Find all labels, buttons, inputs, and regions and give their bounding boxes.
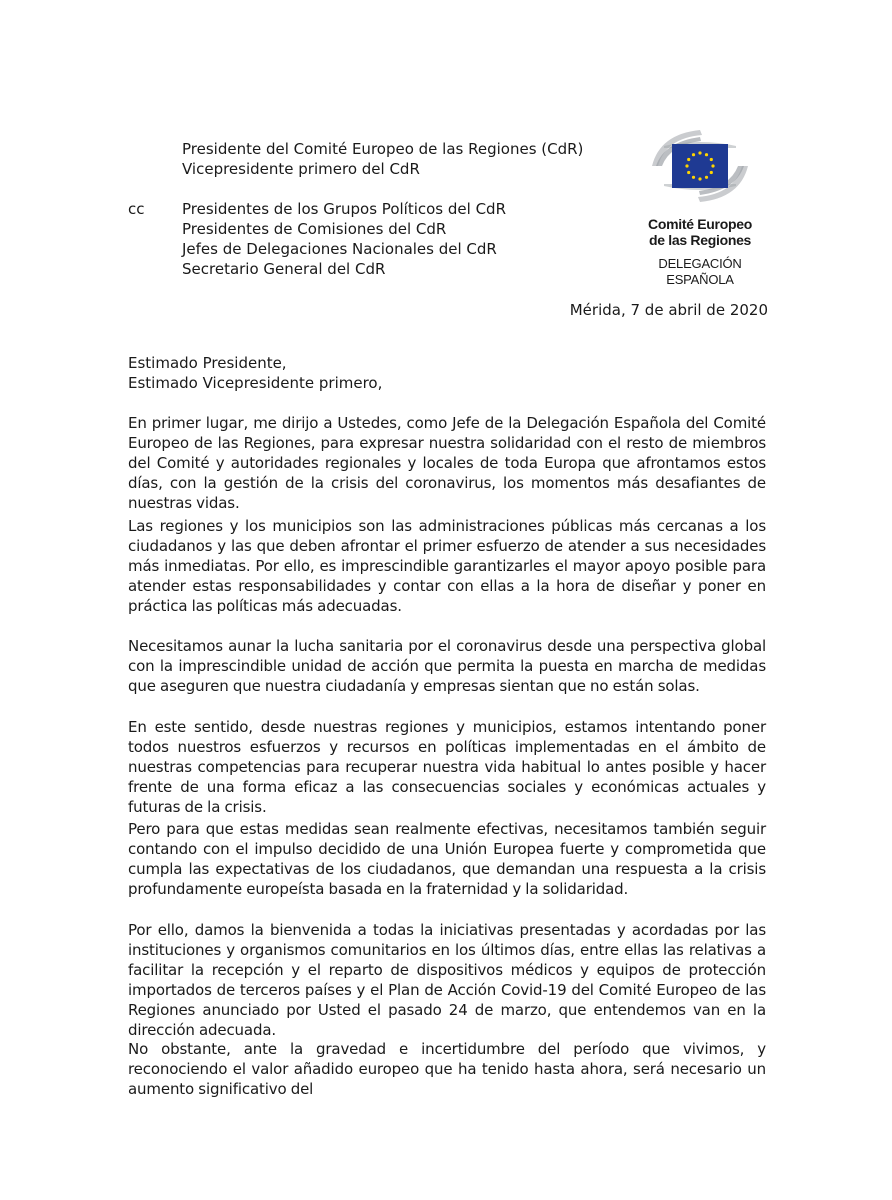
cc-label: cc — [128, 200, 145, 218]
body-paragraph — [128, 516, 766, 616]
logo-subtitle: DELEGACIÓN ESPAÑOLA — [658, 256, 742, 287]
eu-flag-icon — [650, 126, 750, 206]
cc-recipient-line: Jefes de Delegaciones Nacionales del CdR — [182, 240, 497, 258]
paragraph-text: Las regiones y los municipios son las administraciones públicas más cercanas a los ciudadanos y las que deben afrontar el primer esfuerzo de atender a sus necesidades más inmediatas. Por ello, es imprescindible garantizarles el mayor apoyo posible para atender estas responsabilidades y contar con ellas a la hora de diseñar y poner en práctica las políticas más adecuadas. — [128, 517, 766, 615]
cc-recipient-line: Presidentes de los Grupos Políticos del CdR — [182, 200, 506, 218]
cc-recipient-line: Secretario General del CdR — [182, 260, 386, 278]
paragraph-text: En este sentido, desde nuestras regiones y municipios, estamos intentando poner todos nuestros esfuerzos y recursos en políticas implementadas en el ámbito de nuestras competencias para recuperar nuestra vida habitual lo antes posible y hacer frente de una forma eficaz a las consecuencias sociales y económicas actuales y futuras de la crisis. — [128, 718, 766, 816]
logo-name-line: de las Regiones — [648, 232, 752, 248]
body-paragraph — [128, 1039, 766, 1099]
paragraph-text: No obstante, ante la gravedad e incertidumbre del período que vivimos, y reconociendo el valor añadido europeo que ha tenido hasta ahora, será necesario un aumento significativo del — [128, 1040, 766, 1098]
letter-date: Mérida, 7 de abril de 2020 — [569, 301, 768, 319]
cc-recipient-line: Presidentes de Comisiones del CdR — [182, 220, 447, 238]
body-paragraph — [128, 819, 766, 899]
paragraph-text: Pero para que estas medidas sean realmente efectivas, necesitamos también seguir contando con el impulso decidido de una Unión Europea fuerte y comprometida que cumpla las expectativas de los ciudadanos, que demandan una respuesta a la crisis profundamente europeísta basada en la fraternidad y la solidaridad. — [128, 820, 766, 898]
logo-name-line: Comité Europeo — [648, 216, 752, 232]
body-paragraph — [128, 717, 766, 817]
recipient-line: Vicepresidente primero del CdR — [182, 160, 420, 178]
committee-logo — [632, 126, 768, 287]
paragraph-text: Necesitamos aunar la lucha sanitaria por el coronavirus desde una perspectiva global con la imprescindible unidad de acción que permita la puesta en marcha de medidas que aseguren que nuestra ciudadanía y empresas sientan que no están solas. — [128, 637, 766, 695]
body-paragraph — [128, 636, 766, 696]
logo-wordmark — [632, 216, 768, 248]
body-paragraph — [128, 920, 766, 1040]
recipient-line: Presidente del Comité Europeo de las Regiones (CdR) — [182, 140, 584, 158]
salutation-line: Estimado Vicepresidente primero, — [128, 374, 383, 392]
body-paragraph — [128, 413, 766, 513]
paragraph-text: Por ello, damos la bienvenida a todas la iniciativas presentadas y acordadas por las instituciones y organismos comunitarios en los últimos días, entre ellas las relativas a facilitar la recepción y el reparto de dispositivos médicos y equipos de protección importados de terceros países y el Plan de Acción Covid-19 del Comité Europeo de las Regiones anunciado por Usted el pasado 24 de marzo, que entendemos van en la dirección adecuada. — [128, 921, 766, 1039]
salutation — [128, 353, 382, 393]
salutation-line: Estimado Presidente, — [128, 354, 287, 372]
recipient-block — [182, 139, 583, 179]
cc-recipient-block — [182, 199, 506, 279]
paragraph-text: En primer lugar, me dirijo a Ustedes, como Jefe de la Delegación Española del Comité Europeo de las Regiones, para expresar nuestra solidaridad con el resto de miembros del Comité y autoridades regionales y locales de toda Europa que afrontamos estos días, con la gestión de la crisis del coronavirus, los momentos más desafiantes de nuestras vidas. — [128, 414, 766, 512]
